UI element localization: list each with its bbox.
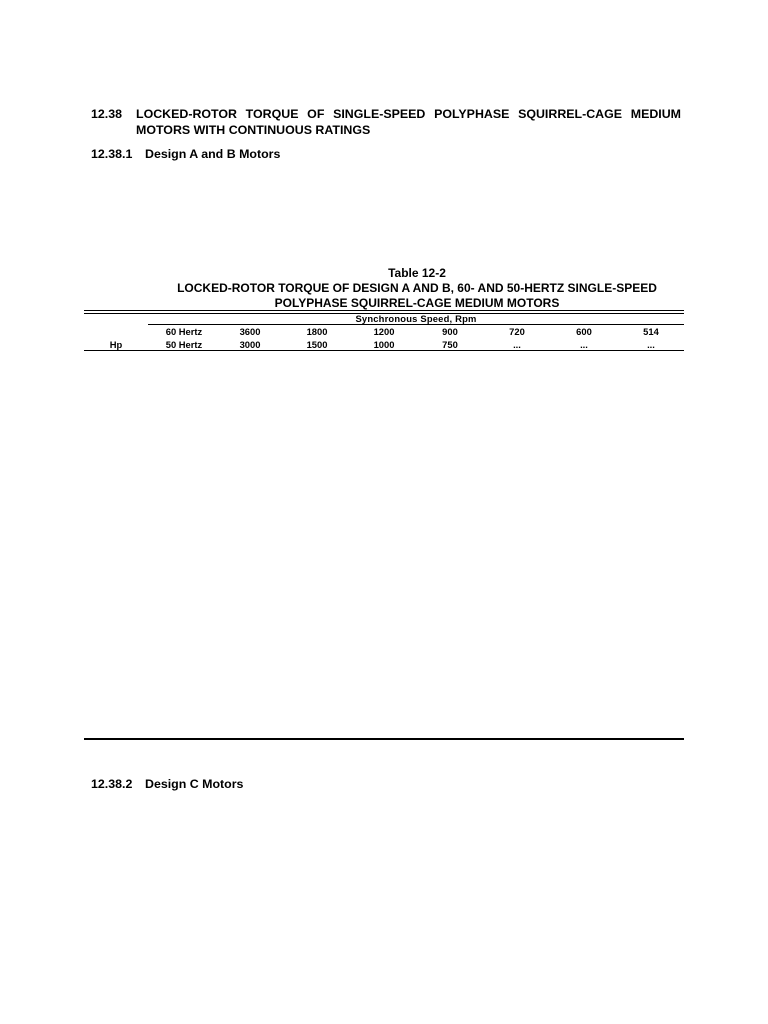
table-cell: 1800: [306, 326, 328, 337]
table-cell: 1000: [373, 339, 395, 350]
table-cell: 1200: [373, 326, 395, 337]
table-cell: 1500: [306, 339, 328, 350]
table-group-header: Synchronous Speed, Rpm: [355, 313, 477, 324]
table-cell: 3000: [239, 339, 261, 350]
column-header-hp: Hp: [109, 339, 123, 350]
table-cell: 514: [643, 326, 659, 337]
section-title: LOCKED-ROTOR TORQUE OF SINGLE-SPEED POLYPHASE SQUIRREL-CAGE MEDIUM MOTORS WITH CONTINUOUS RATINGS: [136, 107, 681, 137]
subsection-heading-design-c: [91, 776, 243, 792]
subsection-number: 12.38.1: [91, 147, 133, 161]
table-group-header-rule: [148, 324, 684, 325]
subsection-number: 12.38.2: [91, 777, 133, 791]
table-label: Table 12-2: [388, 266, 446, 280]
section-heading: [91, 106, 681, 138]
table-title-line-1: LOCKED-ROTOR TORQUE OF DESIGN A AND B, 60- AND 50-HERTZ SINGLE-SPEED: [177, 281, 657, 295]
table-caption: [100, 266, 734, 311]
table-cell: 600: [576, 326, 592, 337]
table-title-line-2: POLYPHASE SQUIRREL-CAGE MEDIUM MOTORS: [274, 296, 560, 310]
table-cell: 3600: [239, 326, 261, 337]
table-cell: 720: [509, 326, 525, 337]
row-label-50-hertz: 50 Hertz: [165, 339, 203, 350]
section-divider: [84, 738, 684, 740]
table-cell: ...: [580, 339, 588, 350]
subsection-title: Design C Motors: [145, 777, 244, 791]
table-cell: ...: [513, 339, 521, 350]
section-number: 12.38: [91, 107, 123, 121]
table-cell: 750: [442, 339, 458, 350]
subsection-heading-design-a-b: [91, 146, 280, 162]
table-cell: ...: [647, 339, 655, 350]
subsection-title: Design A and B Motors: [145, 147, 281, 161]
table-header-bottom-rule: [84, 350, 684, 351]
table-top-rule: [84, 310, 684, 311]
table-cell: 900: [442, 326, 458, 337]
row-label-60-hertz: 60 Hertz: [165, 326, 203, 337]
